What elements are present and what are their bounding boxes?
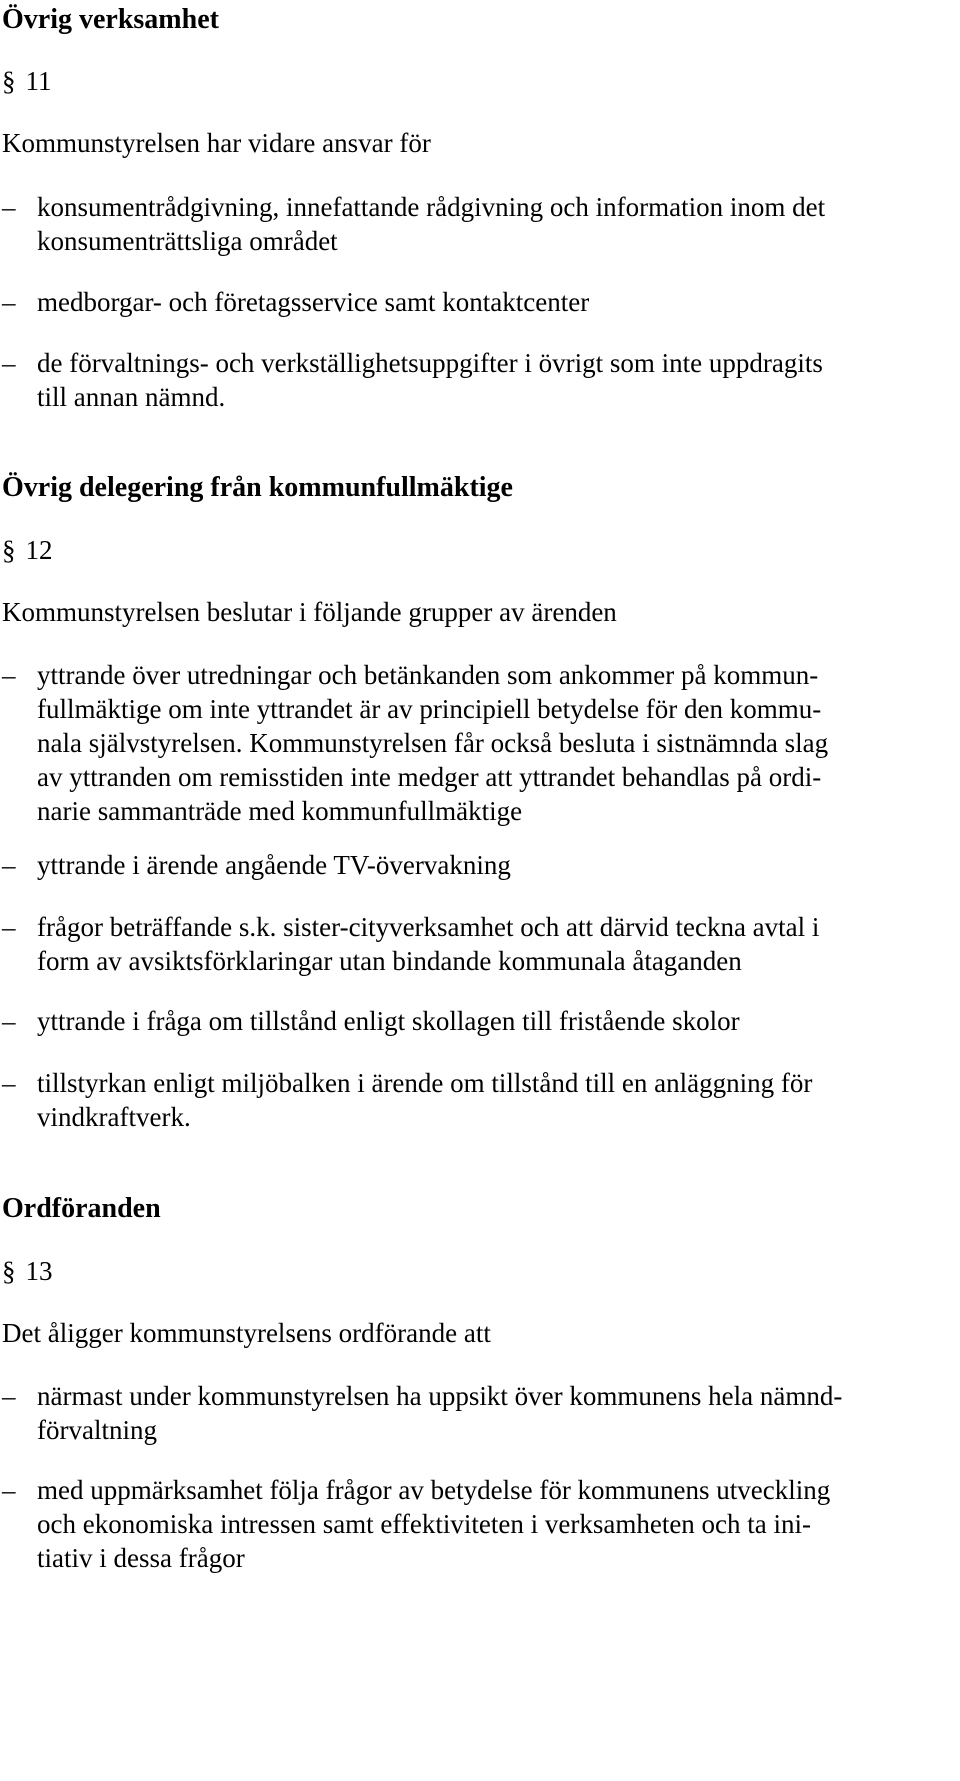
paragraph-number bbox=[2, 64, 52, 98]
list-item bbox=[0, 1379, 950, 1447]
dash-bullet: – bbox=[2, 1068, 16, 1098]
list-item-text: med uppmärksamhet följa frågor av betydelse för kommunens utveckling och ekonomiska intressen samt effektiviteten i verksamheten och ta ini- tiativ i dessa frågor bbox=[37, 1475, 831, 1573]
list-item-text: yttrande i ärende angående TV-övervakning bbox=[37, 850, 511, 880]
section-heading: Övrig verksamhet bbox=[2, 4, 219, 35]
section-intro: Kommunstyrelsen beslutar i följande grupper av ärenden bbox=[2, 597, 617, 627]
dash-bullet: – bbox=[2, 348, 16, 378]
section-intro: Det åligger kommunstyrelsens ordförande att bbox=[2, 1318, 491, 1348]
list-item bbox=[0, 1004, 950, 1038]
dash-bullet: – bbox=[2, 1381, 16, 1411]
dash-bullet: – bbox=[2, 287, 16, 317]
list-item bbox=[0, 658, 950, 828]
list-item bbox=[0, 1473, 950, 1575]
list-item-text: närmast under kommunstyrelsen ha uppsikt över kommunens hela nämnd- förvaltning bbox=[37, 1381, 843, 1445]
section-sign-icon: § bbox=[2, 535, 16, 565]
paragraph-number-value: 12 bbox=[25, 535, 53, 565]
section-sign-icon: § bbox=[2, 66, 16, 96]
section-heading: Övrig delegering från kommunfullmäktige bbox=[2, 472, 513, 503]
list-item bbox=[0, 285, 950, 319]
list-item bbox=[0, 346, 950, 414]
paragraph-number bbox=[2, 533, 53, 567]
section-intro: Kommunstyrelsen har vidare ansvar för bbox=[2, 128, 431, 158]
list-item bbox=[0, 910, 950, 978]
dash-bullet: – bbox=[2, 192, 16, 222]
dash-bullet: – bbox=[2, 850, 16, 880]
list-item-text: konsumentrådgivning, innefattande rådgivning och information inom det konsumenträttsliga området bbox=[37, 192, 826, 256]
dash-bullet: – bbox=[2, 660, 16, 690]
list-item bbox=[0, 848, 950, 882]
list-item-text: medborgar- och företagsservice samt kontaktcenter bbox=[37, 287, 590, 317]
section-sign-icon: § bbox=[2, 1256, 16, 1286]
list-item-text: tillstyrkan enligt miljöbalken i ärende om tillstånd till en anläggning för vindkraftverk. bbox=[37, 1068, 813, 1132]
list-item bbox=[0, 1066, 950, 1134]
list-item-text: de förvaltnings- och verkställighetsuppgifter i övrigt som inte uppdragits till annan nämnd. bbox=[37, 348, 823, 412]
dash-bullet: – bbox=[2, 1475, 16, 1505]
list-item-text: frågor beträffande s.k. sister-cityverksamhet och att därvid teckna avtal i form av avsiktsförklaringar utan bindande kommunala åtaganden bbox=[37, 912, 820, 976]
list-item-text: yttrande över utredningar och betänkanden som ankommer på kommun- fullmäktige om inte yttrandet är av principiell betydelse för den kommu- nala självstyrelsen. Kommunstyrelsen får också besluta i sistnämnda slag av yttranden om remisstiden inte medger att yttrandet behandlas på ordi- narie sammanträde med kommunfullmäktige bbox=[37, 660, 829, 826]
paragraph-number bbox=[2, 1254, 53, 1288]
list-item-text: yttrande i fråga om tillstånd enligt skollagen till fristående skolor bbox=[37, 1006, 740, 1036]
dash-bullet: – bbox=[2, 1006, 16, 1036]
dash-bullet: – bbox=[2, 912, 16, 942]
section-heading: Ordföranden bbox=[2, 1193, 161, 1224]
list-item bbox=[0, 190, 950, 258]
paragraph-number-value: 13 bbox=[25, 1256, 53, 1286]
paragraph-number-value: 11 bbox=[25, 66, 52, 96]
